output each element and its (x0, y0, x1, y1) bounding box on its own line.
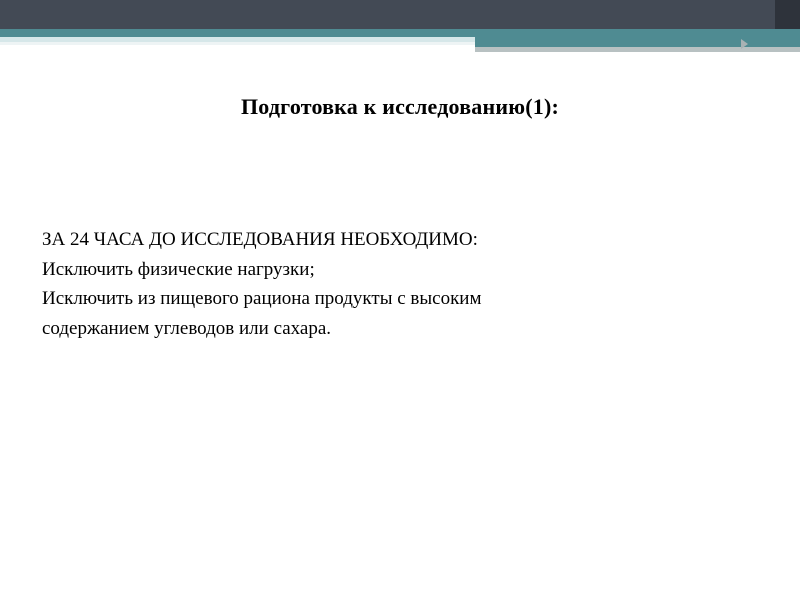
body-line-diet: Исключить из пищевого рациона продукты с высоким (42, 288, 482, 309)
header-teal-stripe (0, 29, 800, 37)
header-gray-strip (475, 47, 800, 52)
body-line-diet-continued: содержанием углеводов или сахара. (42, 317, 332, 339)
header-teal-block (475, 37, 800, 47)
header-pale-stripe (0, 42, 475, 45)
header-dark-stripe (0, 0, 800, 29)
body-line-heading: ЗА 24 ЧАСА ДО ИССЛЕДОВАНИЯ НЕОБХОДИМО: (42, 229, 478, 250)
play-triangle-icon (741, 39, 748, 49)
header-band (0, 0, 800, 56)
slide-body (42, 225, 762, 343)
body-line-physical-activity: Исключить физические нагрузки; (42, 258, 315, 280)
slide-title: Подготовка к исследованию(1): (240, 94, 560, 119)
header-dark-corner (775, 0, 800, 29)
